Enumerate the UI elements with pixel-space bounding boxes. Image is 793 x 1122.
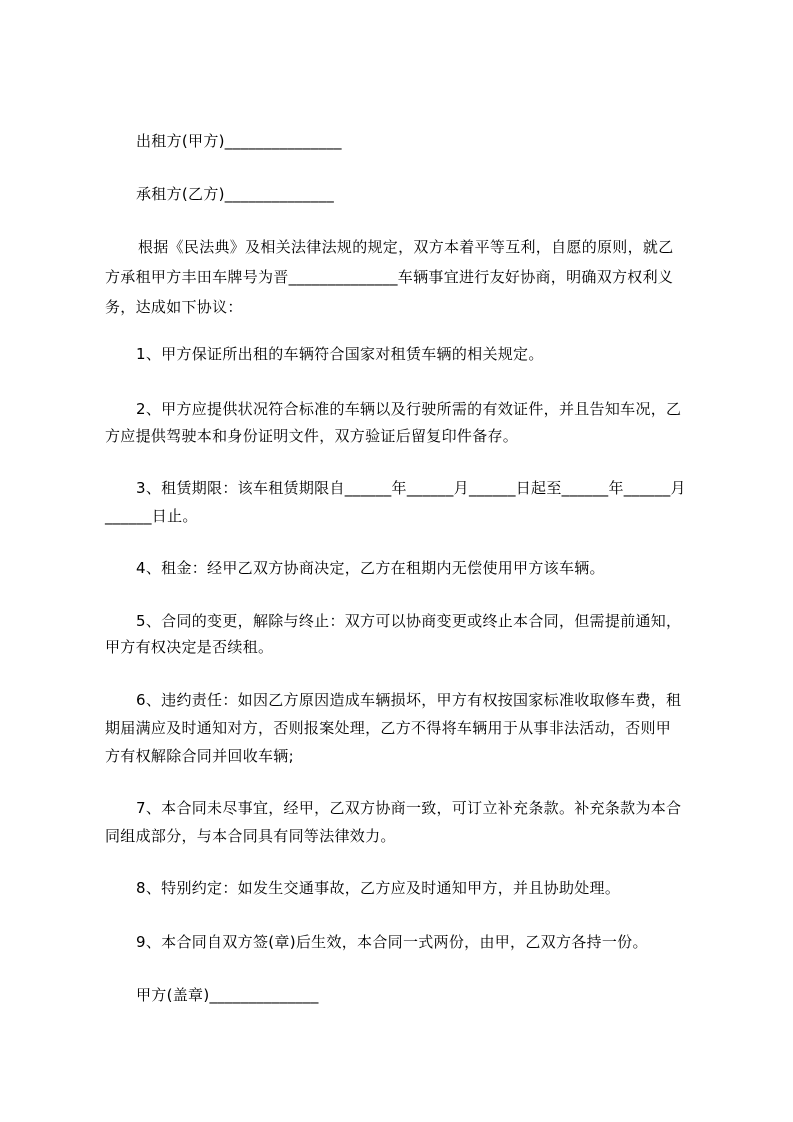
clause-3-line-1: 3、租赁期限：该车租赁期限自______年______月______日起至______年______月 — [136, 479, 686, 497]
clause-4-line-1: 4、租金：经甲乙双方协商决定，乙方在租期内无偿使用甲方该车辆。 — [136, 559, 605, 577]
clause-7-line-1: 7、本合同未尽事宜，经甲，乙双方协商一致，可订立补充条款。补充条款为本合 — [136, 799, 682, 817]
preamble-line-2: 方承租甲方丰田车牌号为晋______________车辆事宜进行友好协商，明确双方权利义 — [105, 268, 674, 286]
preamble-line-1: 根据《民法典》及相关法律法规的规定，双方本着平等互利，自愿的原则，就乙 — [138, 238, 674, 256]
clause-2-line-2: 方应提供驾驶本和身份证明文件，双方验证后留复印件备存。 — [105, 427, 519, 445]
clause-5-line-2: 甲方有权决定是否续租。 — [105, 638, 274, 656]
clause-9-line-1: 9、本合同自双方签(章)后生效，本合同一式两份，由甲，乙双方各持一份。 — [136, 933, 648, 951]
signature-party-a: 甲方(盖章)______________ — [136, 986, 319, 1004]
clause-7-line-2: 同组成部分，与本合同具有同等法律效力。 — [105, 827, 396, 845]
lessee-line: 承租方(乙方)______________ — [136, 185, 335, 203]
clause-3-line-2: ______日止。 — [105, 507, 198, 525]
clause-1-line-1: 1、甲方保证所出租的车辆符合国家对租赁车辆的相关规定。 — [136, 345, 544, 363]
clause-2-line-1: 2、甲方应提供状况符合标准的车辆以及行驶所需的有效证件，并且告知车况，乙 — [136, 400, 682, 418]
lessor-line: 出租方(甲方)_______________ — [136, 132, 342, 150]
clause-6-line-2: 期届满应及时通知对方，否则报案处理，乙方不得将车辆用于从事非法活动，否则甲 — [105, 719, 672, 737]
clause-6-line-3: 方有权解除合同并回收车辆; — [105, 747, 294, 765]
preamble-line-3: 务，达成如下协议： — [105, 298, 243, 316]
clause-8-line-1: 8、特别约定：如发生交通事故，乙方应及时通知甲方，并且协助处理。 — [136, 879, 621, 897]
clause-5-line-1: 5、合同的变更，解除与终止：双方可以协商变更或终止本合同，但需提前通知， — [136, 612, 682, 630]
clause-6-line-1: 6、违约责任：如因乙方原因造成车辆损坏，甲方有权按国家标准收取修车费，租 — [136, 691, 682, 709]
